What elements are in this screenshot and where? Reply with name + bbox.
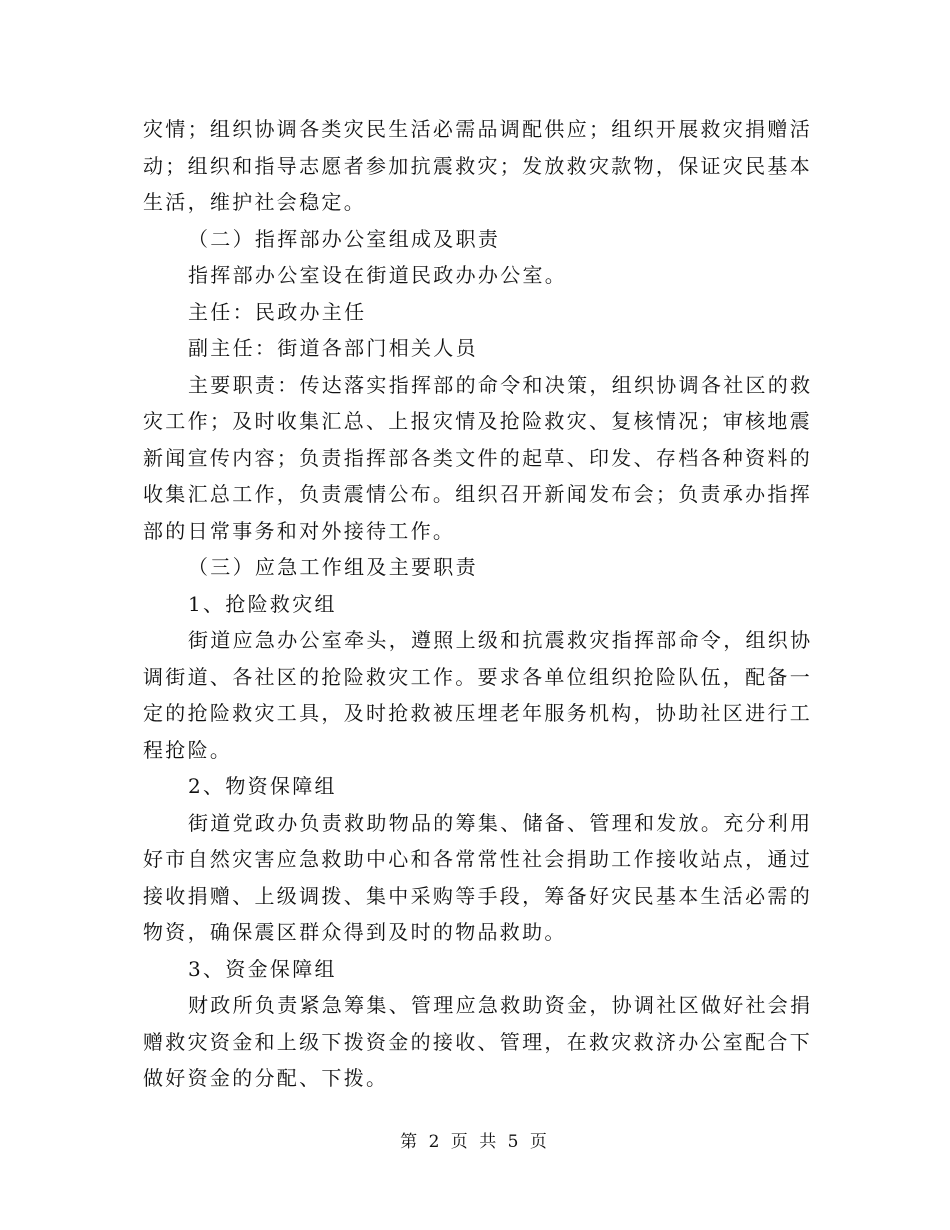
paragraph-line: 好市自然灾害应急救助中心和各常常性社会捐助工作接收站点，通过 xyxy=(143,847,812,871)
paragraph-line: 程抢险。 xyxy=(143,738,233,762)
paragraph-line: 主任：民政办主任 xyxy=(188,300,367,324)
paragraph-line: 赠救灾资金和上级下拨资金的接收、管理，在救灾救济办公室配合下 xyxy=(143,1030,812,1054)
paragraph-line: 接收捐赠、上级调拨、集中采购等手段，筹备好灾民基本生活必需的 xyxy=(143,884,812,908)
paragraph-line: 调街道、各社区的抢险救灾工作。要求各单位组织抢险队伍，配备一 xyxy=(143,665,812,689)
paragraph-line: 灾工作；及时收集汇总、上报灾情及抢险救灾、复核情况；审核地震 xyxy=(143,409,812,433)
subsection-heading: 1、抢险救灾组 xyxy=(188,592,337,616)
subsection-heading: 3、资金保障组 xyxy=(188,957,337,981)
paragraph-line: 灾情；组织协调各类灾民生活必需品调配供应；组织开展救灾捐赠活 xyxy=(143,117,812,141)
paragraph-line: 收集汇总工作，负责震情公布。组织召开新闻发布会；负责承办指挥 xyxy=(143,482,812,506)
paragraph-line: 物资，确保震区群众得到及时的物品救助。 xyxy=(143,920,567,944)
paragraph-line: 副主任：街道各部门相关人员 xyxy=(188,336,478,360)
paragraph-line: 财政所负责紧急筹集、管理应急救助资金，协调社区做好社会捐 xyxy=(188,993,813,1017)
paragraph-line: 做好资金的分配、下拨。 xyxy=(143,1066,389,1090)
paragraph-line: 新闻宣传内容；负责指挥部各类文件的起草、印发、存档各种资料的 xyxy=(143,446,812,470)
subsection-heading: 2、物资保障组 xyxy=(188,774,337,798)
section-heading: （三）应急工作组及主要职责 xyxy=(188,555,478,579)
paragraph-line: 街道应急办公室牵头，遵照上级和抗震救灾指挥部命令，组织协 xyxy=(188,628,813,652)
paragraph-line: 生活，维护社会稳定。 xyxy=(143,190,366,214)
section-heading: （二）指挥部办公室组成及职责 xyxy=(188,227,501,251)
paragraph-line: 指挥部办公室设在街道民政办办公室。 xyxy=(188,263,568,287)
paragraph-line: 部的日常事务和对外接待工作。 xyxy=(143,519,456,543)
page-number-footer: 第 2 页 共 5 页 xyxy=(400,1132,550,1152)
paragraph-line: 主要职责：传达落实指挥部的命令和决策，组织协调各社区的救 xyxy=(188,373,813,397)
paragraph-line: 街道党政办负责救助物品的筹集、储备、管理和发放。充分利用 xyxy=(188,811,813,835)
paragraph-line: 动；组织和指导志愿者参加抗震救灾；发放救灾款物，保证灾民基本 xyxy=(143,154,812,178)
paragraph-line: 定的抢险救灾工具，及时抢救被压埋老年服务机构，协助社区进行工 xyxy=(143,701,812,725)
